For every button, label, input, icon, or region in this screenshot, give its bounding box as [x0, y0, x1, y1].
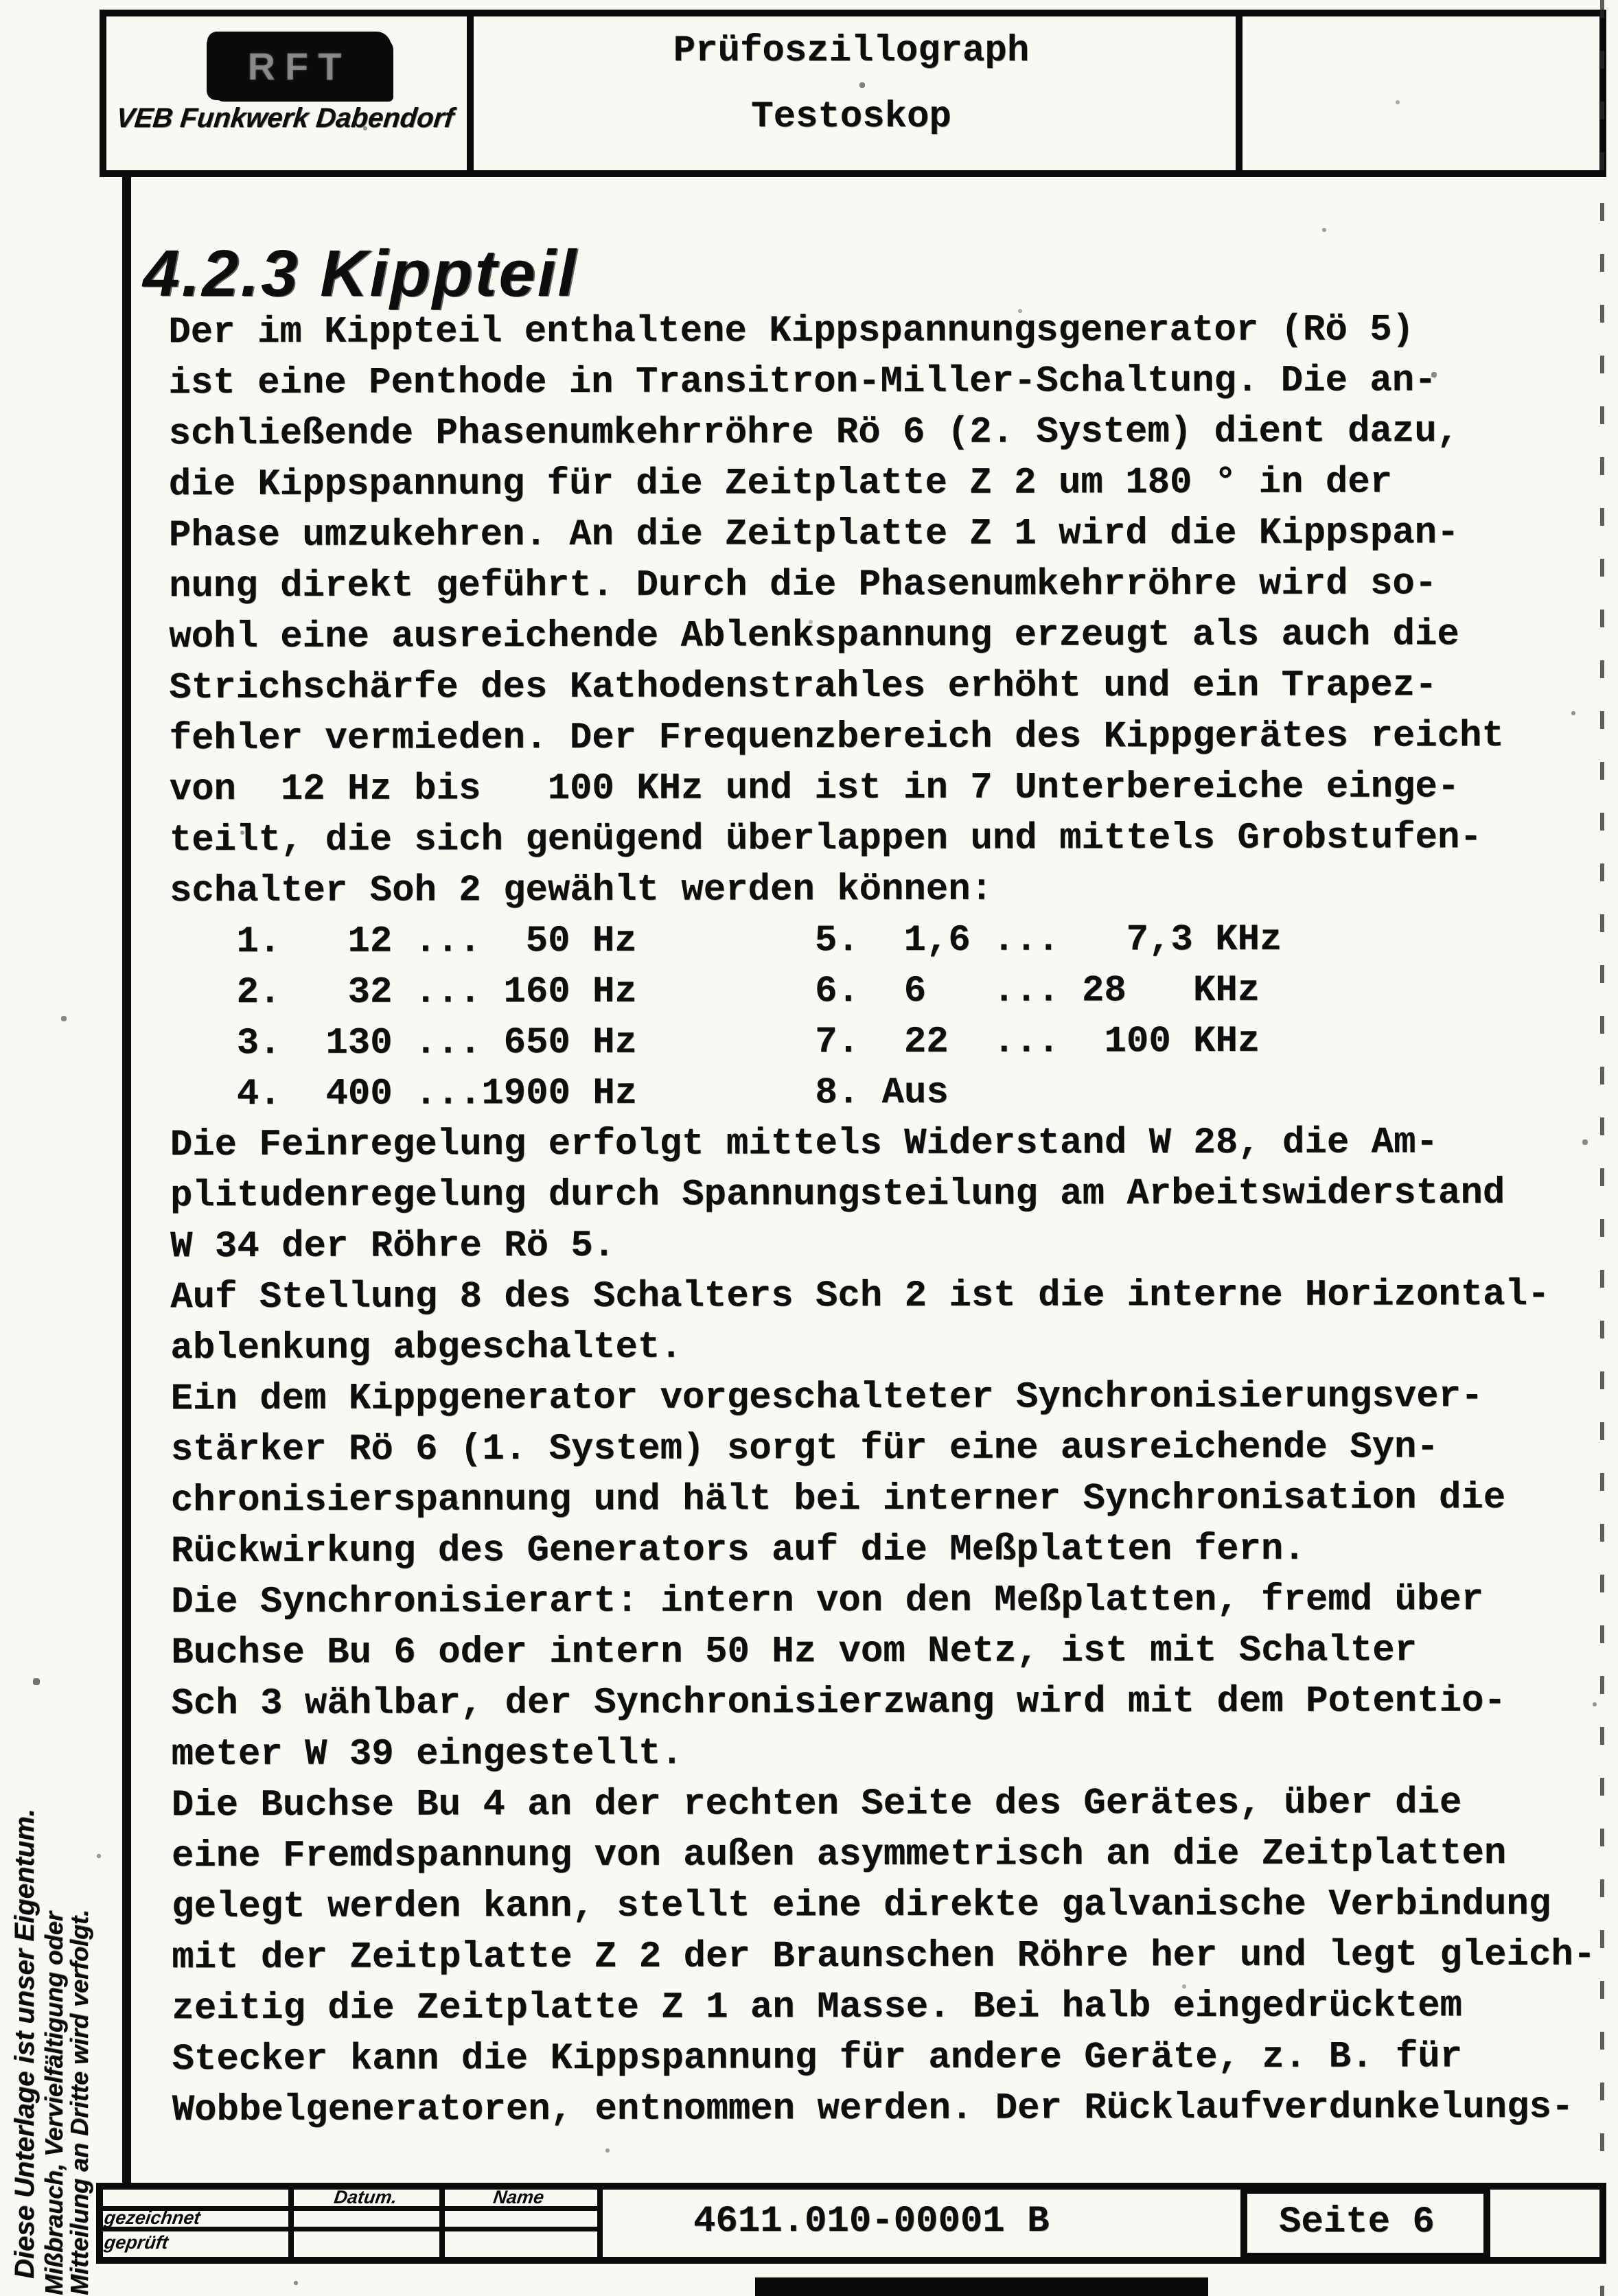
document-title: Prüfoszillograph — [673, 30, 1030, 72]
text-line: eine Fremdspannung von außen asymmetrisch an die Zeitplatten — [171, 1833, 1507, 1878]
text-line: plitudenregelung durch Spannungsteilung am Arbeitswiderstand — [170, 1172, 1505, 1218]
text-line: Sch 3 wählbar, der Synchronisierzwang wird mit dem Potentio- — [171, 1680, 1506, 1726]
list-line: 3. 130 ... 650 Hz 7. 22 ... 100 KHz — [170, 1020, 1260, 1065]
company-name: VEB Funkwerk Dabendorf — [115, 103, 455, 133]
text-line: ist eine Penthode in Transitron-Miller-Schaltung. Die an- — [168, 360, 1437, 405]
rft-logo-letters: RFT — [247, 44, 351, 88]
footer-label-geprueft: geprüft — [102, 2232, 170, 2253]
text-line: Die Feinregelung erfolgt mittels Widerstand W 28, die Am- — [170, 1122, 1438, 1167]
paragraph-intro — [168, 305, 1604, 917]
text-line: Strichschärfe des Kathodenstrahles erhöht und ein Trapez- — [169, 664, 1437, 710]
text-line: Stecker kann die Kippspannung für andere Geräte, z. B. für — [172, 2036, 1463, 2081]
footer-column-divider — [288, 2183, 294, 2264]
text-line: Die Buchse Bu 4 an der rechten Seite des Gerätes, über die — [171, 1782, 1462, 1827]
section-heading: 4.2.3 Kippteil — [143, 237, 579, 310]
rft-logo — [207, 32, 391, 100]
text-line: Phase umzukehren. An die Zeitplatte Z 1 wird die Kippspan- — [168, 512, 1459, 557]
footer-label-gezeichnet: gezeichnet — [102, 2207, 202, 2228]
text-line: die Kippspannung für die Zeitplatte Z 2 um 180 ° in der — [168, 461, 1393, 507]
footer-column-divider — [597, 2183, 603, 2264]
text-line: nung direkt geführt. Durch die Phasenumkehrröhre wird so- — [169, 563, 1437, 608]
paragraph-rest — [170, 1117, 1607, 2136]
text-line: schließende Phasenumkehrröhre Rö 6 (2. System) dient dazu, — [168, 410, 1459, 456]
text-line: Rückwirkung des Generators auf die Meßplatten fern. — [170, 1528, 1306, 1573]
list-line: 4. 400 ...1900 Hz 8. Aus — [170, 1071, 949, 1116]
list-line: 2. 32 ... 160 Hz 6. 6 ... 28 KHz — [170, 969, 1260, 1014]
text-line: Der im Kippteil enthaltene Kippspannungsgenerator (Rö 5) — [168, 309, 1415, 354]
text-line: zeitig die Zeitplatte Z 1 an Masse. Bei halb eingedrücktem — [172, 1985, 1462, 2030]
text-line: stärker Rö 6 (1. System) sorgt für eine ausreichende Syn- — [170, 1426, 1439, 1472]
margin-note-line1: Diese Unterlage ist unser Eigentum. — [10, 1809, 40, 2279]
footer-header-datum: Datum. — [332, 2187, 399, 2207]
text-line: wohl eine ausreichende Ablenkspannung erzeugt als auch die — [169, 614, 1459, 659]
frequency-range-list — [170, 914, 1605, 1120]
scan-artifact-bar — [755, 2277, 1208, 2296]
body-text — [168, 305, 1607, 2136]
text-line: Wobbelgeneratoren, entnommen werden. Der Rücklaufverdunkelungs- — [172, 2086, 1574, 2132]
left-border-rule — [122, 174, 131, 2185]
text-line: chronisierspannung und hält bei interner Synchronisation die — [170, 1477, 1506, 1522]
margin-note-line2: Mißbrauch, Vervielfältigung oder — [40, 1912, 68, 2295]
text-line: gelegt werden kann, stellt eine direkte galvanische Verbindung — [172, 1883, 1551, 1929]
text-line: Auf Stellung 8 des Schalters Sch 2 ist die interne Horizontal- — [170, 1273, 1550, 1319]
text-line: Buchse Bu 6 oder intern 50 Hz vom Netz, ist mit Schalter — [171, 1630, 1418, 1675]
page-number-box — [1240, 2187, 1490, 2260]
header-cell-divider — [467, 10, 474, 177]
text-line: Ein dem Kippgenerator vorgeschalteter Synchronisierungsver- — [170, 1376, 1483, 1421]
footer-header-name: Name — [492, 2187, 546, 2207]
text-line: Die Synchronisierart: intern von den Meßplatten, fremd über — [171, 1579, 1484, 1624]
footer-column-divider — [439, 2183, 445, 2264]
text-line: ablenkung abgeschaltet. — [170, 1326, 682, 1370]
page-number: Seite 6 — [1279, 2201, 1435, 2243]
text-line: meter W 39 eingestellt. — [171, 1732, 684, 1776]
text-line: von 12 Hz bis 100 KHz und ist in 7 Unterbereiche einge- — [169, 766, 1460, 811]
text-line: teilt, die sich genügend überlappen und mittels Grobstufen- — [169, 817, 1482, 862]
margin-note-line3: Mitteilung an Dritte wird verfolgt. — [65, 1909, 93, 2295]
document-number: 4611.010-00001 B — [693, 2201, 1050, 2242]
header-cell-divider — [1236, 10, 1243, 177]
text-line: fehler vermieden. Der Frequenzbereich des Kippgerätes reicht — [169, 715, 1504, 761]
document-subtitle: Testoskop — [751, 96, 951, 138]
list-line: 1. 12 ... 50 Hz 5. 1,6 ... 7,3 KHz — [170, 918, 1282, 964]
text-line: mit der Zeitplatte Z 2 der Braunschen Röhre her und legt gleich- — [172, 1934, 1596, 1980]
scan-noise-speckles — [0, 0, 1, 1]
text-line: W 34 der Röhre Rö 5. — [170, 1225, 616, 1268]
text-line: schalter Soh 2 gewählt werden können: — [169, 868, 993, 913]
